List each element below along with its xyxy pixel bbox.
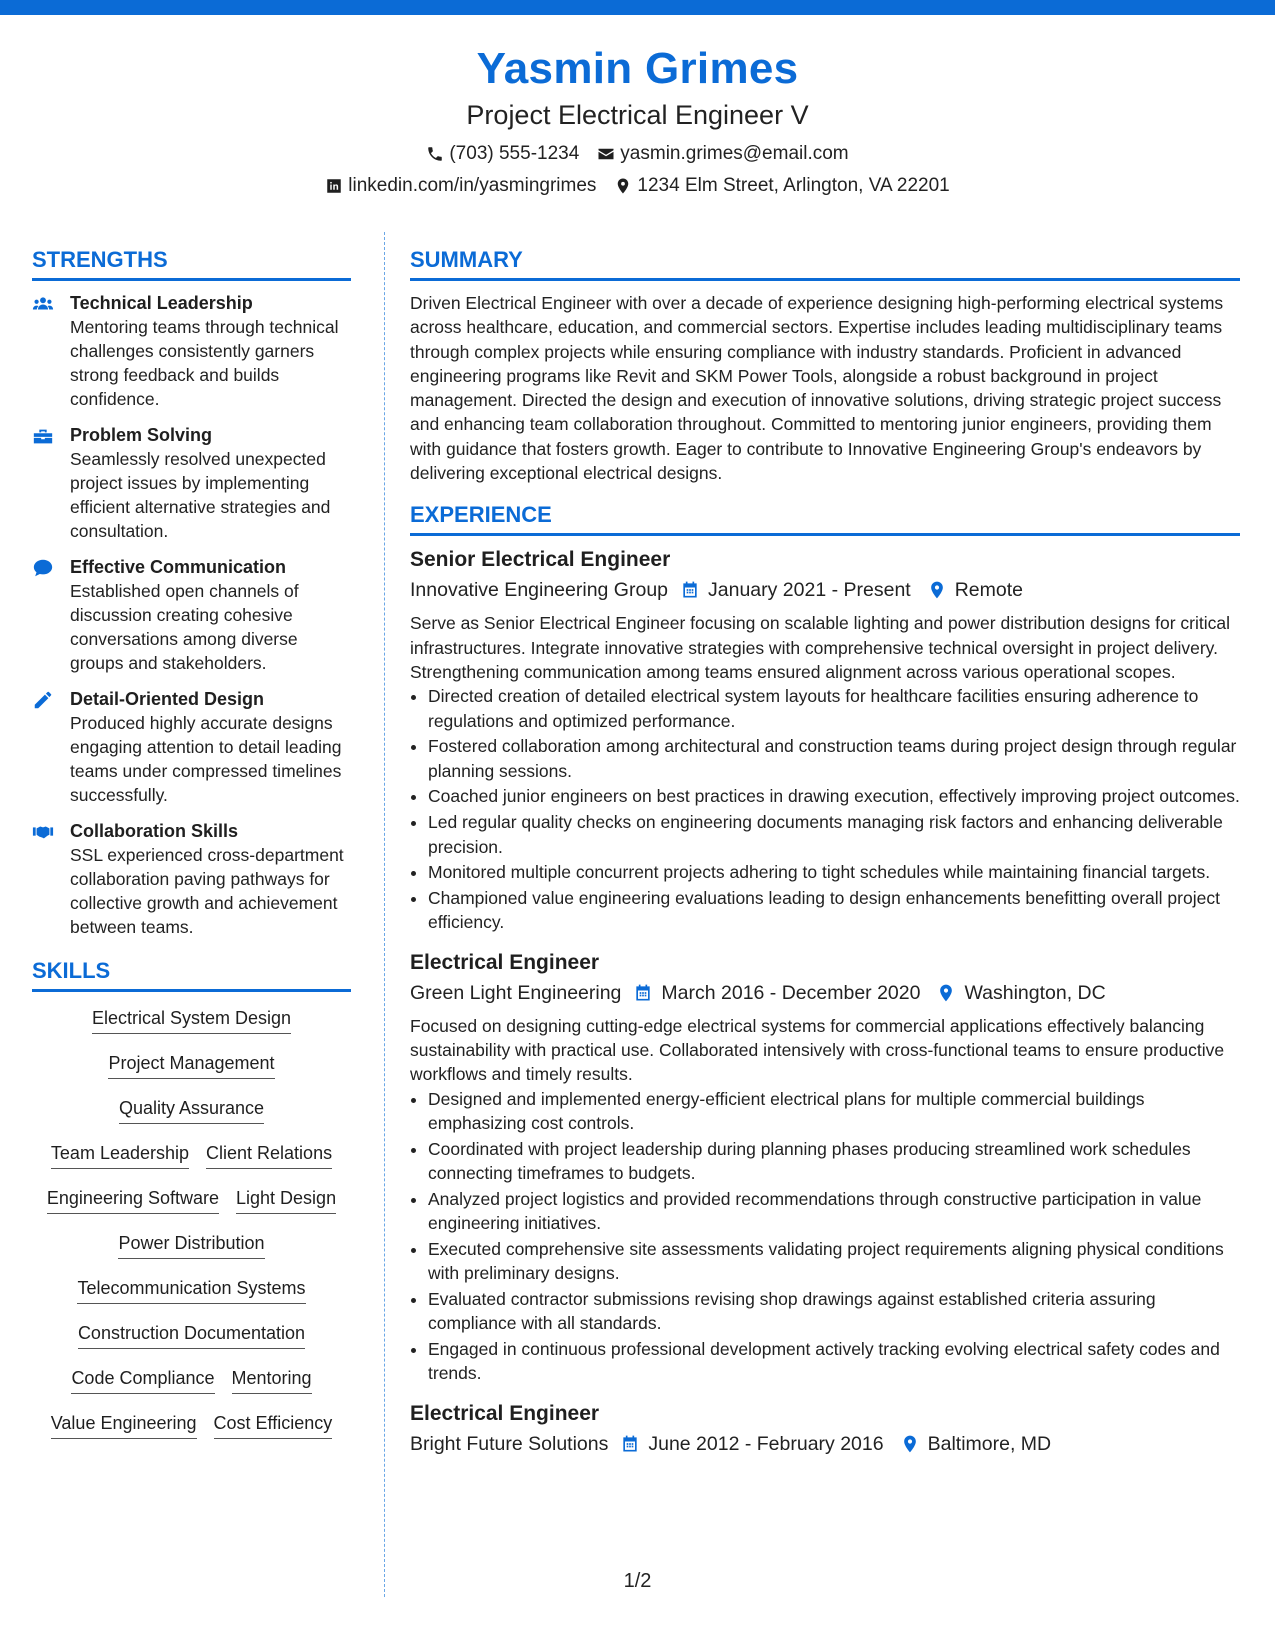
strengths-heading: STRENGTHS bbox=[32, 246, 351, 281]
skills-list bbox=[32, 1002, 351, 1452]
strength-title: Detail-Oriented Design bbox=[70, 689, 265, 709]
right-column bbox=[410, 246, 1240, 1471]
candidate-title: Project Electrical Engineer V bbox=[466, 100, 809, 130]
phone-text: (703) 555-1234 bbox=[449, 143, 580, 164]
strength-desc: Established open channels of discussion creating cohesive conversations among diverse groups and stakeholders. bbox=[70, 581, 299, 673]
strength-item bbox=[32, 555, 351, 675]
experience-entry bbox=[410, 1400, 1240, 1457]
job-title: Senior Electrical Engineer bbox=[410, 548, 671, 572]
job-bullets bbox=[410, 1087, 1240, 1386]
job-bullet: • Executed comprehensive site assessments validating project requirements aligning physical conditions with preliminary designs. bbox=[428, 1237, 1240, 1286]
location-pin-icon bbox=[614, 177, 632, 195]
job-bullet: • Designed and implemented energy-efficient electrical plans for multiple commercial buildings emphasizing cost controls. bbox=[428, 1087, 1240, 1136]
skill-tag: Light Design bbox=[236, 1182, 336, 1214]
linkedin-icon bbox=[325, 177, 343, 195]
skill-tag: Electrical System Design bbox=[92, 1002, 291, 1034]
job-bullet: • Analyzed project logistics and provided recommendations through constructive participation in value engineering initiatives. bbox=[428, 1187, 1240, 1236]
job-title: Electrical Engineer bbox=[410, 950, 600, 974]
job-bullet: • Coordinated with project leadership during planning phases producing streamlined work schedules connecting timeframes to budgets. bbox=[428, 1137, 1240, 1186]
top-accent-bar bbox=[0, 0, 1275, 15]
strength-desc: Seamlessly resolved unexpected project issues by implementing efficient alternative strategies and consultation. bbox=[70, 449, 331, 541]
calendar-icon bbox=[620, 1434, 640, 1454]
page-number: 1/2 bbox=[623, 1570, 652, 1592]
job-dates: June 2012 - February 2016 bbox=[648, 1432, 884, 1455]
job-company: Innovative Engineering Group bbox=[410, 579, 669, 602]
location-pin-icon bbox=[936, 983, 956, 1003]
job-bullet: • Evaluated contractor submissions revising shop drawings against established criteria assuring compliance with all standards. bbox=[428, 1287, 1240, 1336]
linkedin-text: linkedin.com/in/yasmingrimes bbox=[348, 175, 597, 196]
resume-header bbox=[0, 42, 1275, 198]
skills-heading: SKILLS bbox=[32, 957, 351, 992]
strengths-list bbox=[32, 291, 351, 939]
contact-line-1 bbox=[0, 142, 1275, 166]
calendar-icon bbox=[633, 983, 653, 1003]
strength-title: Technical Leadership bbox=[70, 293, 253, 313]
skill-tag: Team Leadership bbox=[51, 1137, 189, 1169]
experience-entry bbox=[410, 949, 1240, 1386]
contact-line-2 bbox=[0, 174, 1275, 198]
skill-tag: Project Management bbox=[108, 1047, 274, 1079]
job-company: Bright Future Solutions bbox=[410, 1432, 609, 1455]
skill-tag: Mentoring bbox=[232, 1362, 312, 1394]
pencil-icon bbox=[32, 687, 70, 807]
contact-linkedin[interactable] bbox=[325, 174, 596, 198]
job-meta bbox=[410, 980, 1240, 1006]
handshake-icon bbox=[32, 819, 70, 939]
strength-item bbox=[32, 423, 351, 543]
skill-tag: Client Relations bbox=[206, 1137, 332, 1169]
strength-desc: Mentoring teams through technical challenges consistently garners strong feedback and builds confidence. bbox=[70, 317, 339, 409]
skill-tag: Cost Efficiency bbox=[214, 1407, 333, 1439]
toolbox-icon bbox=[32, 423, 70, 543]
summary-heading: SUMMARY bbox=[410, 246, 1240, 281]
contact-email[interactable] bbox=[597, 142, 848, 166]
job-bullet: • Directed creation of detailed electrical system layouts for healthcare facilities ensuring adherence to regulations and optimized performance. bbox=[428, 684, 1240, 733]
strength-title: Effective Communication bbox=[70, 557, 287, 577]
calendar-icon bbox=[680, 580, 700, 600]
strength-title: Problem Solving bbox=[70, 425, 213, 445]
users-icon bbox=[32, 291, 70, 411]
skill-tag: Code Compliance bbox=[71, 1362, 214, 1394]
job-bullet: • Engaged in continuous professional development actively tracking evolving electrical safety codes and trends. bbox=[428, 1337, 1240, 1386]
skill-tag: Power Distribution bbox=[118, 1227, 264, 1259]
job-meta bbox=[410, 577, 1240, 603]
job-bullet: • Fostered collaboration among architectural and construction teams during project design through regular planning sessions. bbox=[428, 734, 1240, 783]
strength-item bbox=[32, 291, 351, 411]
experience-entry bbox=[410, 546, 1240, 934]
contact-address bbox=[614, 174, 949, 198]
strength-desc: SSL experienced cross-department collaboration paving pathways for collective growth and achievement between teams. bbox=[70, 845, 344, 937]
job-meta bbox=[410, 1431, 1240, 1457]
location-pin-icon bbox=[927, 580, 947, 600]
job-bullets bbox=[410, 684, 1240, 934]
job-description: Focused on designing cutting-edge electrical systems for commercial applications effectively balancing sustainability with practical use. Collaborated intensively with cross-functional teams to ensure productive workflows and timely results. bbox=[410, 1015, 1225, 1085]
location-pin-icon bbox=[900, 1434, 920, 1454]
strength-item bbox=[32, 687, 351, 807]
skill-tag: Value Engineering bbox=[51, 1407, 197, 1439]
job-location: Remote bbox=[954, 579, 1023, 602]
job-bullet: • Championed value engineering evaluations leading to design enhancements benefitting overall project efficiency. bbox=[428, 886, 1240, 935]
summary-text: Driven Electrical Engineer with over a decade of experience designing high-performing electrical systems across healthcare, education, and commercial sectors. Expertise includes leading multidisciplinary teams through complex projects while ensuring compliance with industry standards. Proficient in advanced engineering programs like Revit and SKM Power Tools, alongside a robust background in project management. Directed the design and execution of innovative solutions, driving strategic project success and enhancing team collaboration throughout. Committed to mentoring junior engineers, providing them with guidance that fosters growth. Eager to contribute to Innovative Engineering Group's endeavors by delivering exceptional electrical designs. bbox=[410, 293, 1224, 484]
job-title: Electrical Engineer bbox=[410, 1401, 600, 1425]
strength-title: Collaboration Skills bbox=[70, 821, 239, 841]
job-dates: January 2021 - Present bbox=[708, 579, 911, 602]
experience-heading: EXPERIENCE bbox=[410, 501, 1240, 536]
job-company: Green Light Engineering bbox=[410, 981, 622, 1004]
job-location: Baltimore, MD bbox=[927, 1432, 1052, 1455]
strength-item bbox=[32, 819, 351, 939]
skill-tag: Engineering Software bbox=[47, 1182, 219, 1214]
chat-bubble-icon bbox=[32, 555, 70, 675]
job-dates: March 2016 - December 2020 bbox=[661, 981, 921, 1004]
email-text: yasmin.grimes@email.com bbox=[620, 143, 849, 164]
skill-tag: Telecommunication Systems bbox=[77, 1272, 305, 1304]
skill-tag: Construction Documentation bbox=[78, 1317, 305, 1349]
job-bullet: • Monitored multiple concurrent projects adhering to tight schedules while maintaining financial targets. bbox=[428, 860, 1240, 884]
experience-list bbox=[410, 546, 1240, 1456]
job-description: Serve as Senior Electrical Engineer focusing on scalable lighting and power distribution designs for critical infrastructures. Integrate innovative strategies with comprehensive technical oversight in project delivery. Strengthening communication among teams ensured alignment across various operational scopes. bbox=[410, 613, 1231, 682]
job-bullet: • Coached junior engineers on best practices in drawing execution, effectively improving project outcomes. bbox=[428, 784, 1240, 808]
job-location: Washington, DC bbox=[964, 981, 1106, 1004]
phone-icon bbox=[426, 145, 444, 163]
contact-phone bbox=[426, 142, 579, 166]
address-text: 1234 Elm Street, Arlington, VA 22201 bbox=[637, 175, 950, 196]
strength-desc: Produced highly accurate designs engaging attention to detail leading teams under compressed timelines successfully. bbox=[70, 713, 342, 805]
candidate-name: Yasmin Grimes bbox=[476, 44, 799, 93]
envelope-icon bbox=[597, 145, 615, 163]
left-column bbox=[32, 246, 351, 1452]
job-bullet: • Led regular quality checks on engineering documents managing risk factors and enhancing deliverable precision. bbox=[428, 810, 1240, 859]
skill-tag: Quality Assurance bbox=[119, 1092, 264, 1124]
column-divider bbox=[384, 232, 385, 1597]
